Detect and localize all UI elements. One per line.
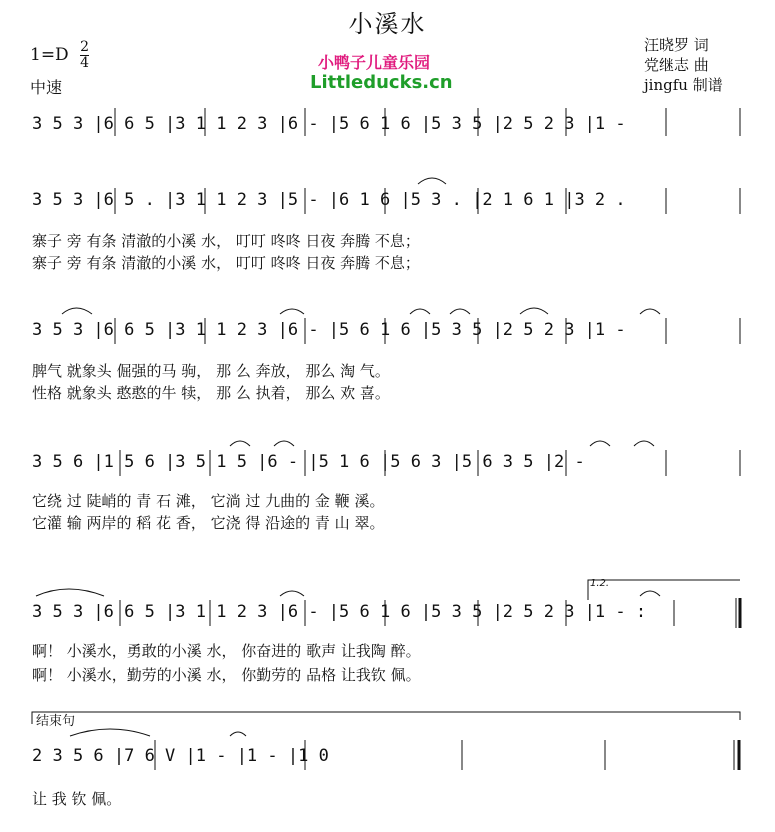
lyric-row-2-verse-1: 寨子 旁 有条 清澈的小溪 水， 叮叮 咚咚 日夜 奔腾 不息； [32,232,420,250]
bar-lines-row-3 [115,318,740,344]
time-top: 2 [80,39,90,55]
volta-label: 1.2. [590,578,610,589]
lyric-row-5-verse-1: 啊！ 小溪水，勇敢的小溪 水， 你奋进的 歌声 让我陶 醉。 [32,642,421,660]
ending-label: 结束句 [36,714,76,729]
lyricist-credit: 汪晓罗 词 [644,36,709,54]
lyric-row-4-verse-2: 它灌 输 两岸的 稻 花 香， 它浇 得 沿途的 青 山 翠。 [32,514,385,532]
lyric-row-5-verse-2: 啊！ 小溪水，勤劳的小溪 水， 你勤劳的 品格 让我钦 佩。 [32,666,421,684]
composer-credit: 党继志 曲 [644,56,709,74]
lyric-row-4-verse-1: 它绕 过 陡峭的 青 石 滩， 它淌 过 九曲的 金 鞭 溪。 [32,492,385,510]
notes-row-4: 3 5 6 |1 5 6 |3 5 1 5 |6 - |5 1 6 |5 6 3 |5 6 3 5 |2 - [32,452,585,472]
lyric-row-3-verse-1: 脾气 就象头 倔强的马 驹， 那 么 奔放， 那么 淘 气。 [32,362,390,380]
notes-row-1: 3 5 3 |6 6 5 |3 1 1 2 3 |6 - |5 6 1 6 |5 3 5 |2 5 2 3 |1 - [32,114,626,134]
song-title: 小溪水 [348,10,427,38]
key-label: 1=D [30,45,69,65]
lyric-row-2-verse-2: 寨子 旁 有条 清澈的小溪 水， 叮叮 咚咚 日夜 奔腾 不息； [32,254,420,272]
notes-row-2: 3 5 3 |6 5 . |3 1 1 2 3 |5 - |6 1 6 |5 3 . |2 1 6 1 |3 2 . [32,190,626,210]
watermark-cn: 小鸭子儿童乐园 [318,53,431,72]
tempo-marking: 中速 [30,78,63,97]
notes-row-3: 3 5 3 |6 6 5 |3 1 1 2 3 |6 - |5 6 1 6 |5 3 5 |2 5 2 3 |1 - [32,320,626,340]
arranger-credit: jingfu 制谱 [644,76,723,94]
bar-lines-row-1 [115,108,740,136]
bar-lines-row-2 [115,188,740,214]
notes-row-5: 3 5 3 |6 6 5 |3 1 1 2 3 |6 - |5 6 1 6 |5 3 5 |2 5 2 3 |1 - : [32,602,647,622]
watermark-en: Littleducks.cn [310,72,453,93]
notes-row-6: 2 3 5 6 |7 6 V |1 - |1 - |1 0 [32,746,329,766]
lyric-row-6: 让 我 钦 佩。 [32,790,122,808]
bar-lines-row-6 [32,712,740,770]
lyric-row-3-verse-2: 性格 就象头 憨憨的牛 犊， 那 么 执着， 那么 欢 喜。 [32,384,390,402]
bar-lines-row-5 [120,580,740,628]
bar-lines-row-4 [120,450,740,476]
time-bottom: 4 [80,55,90,71]
